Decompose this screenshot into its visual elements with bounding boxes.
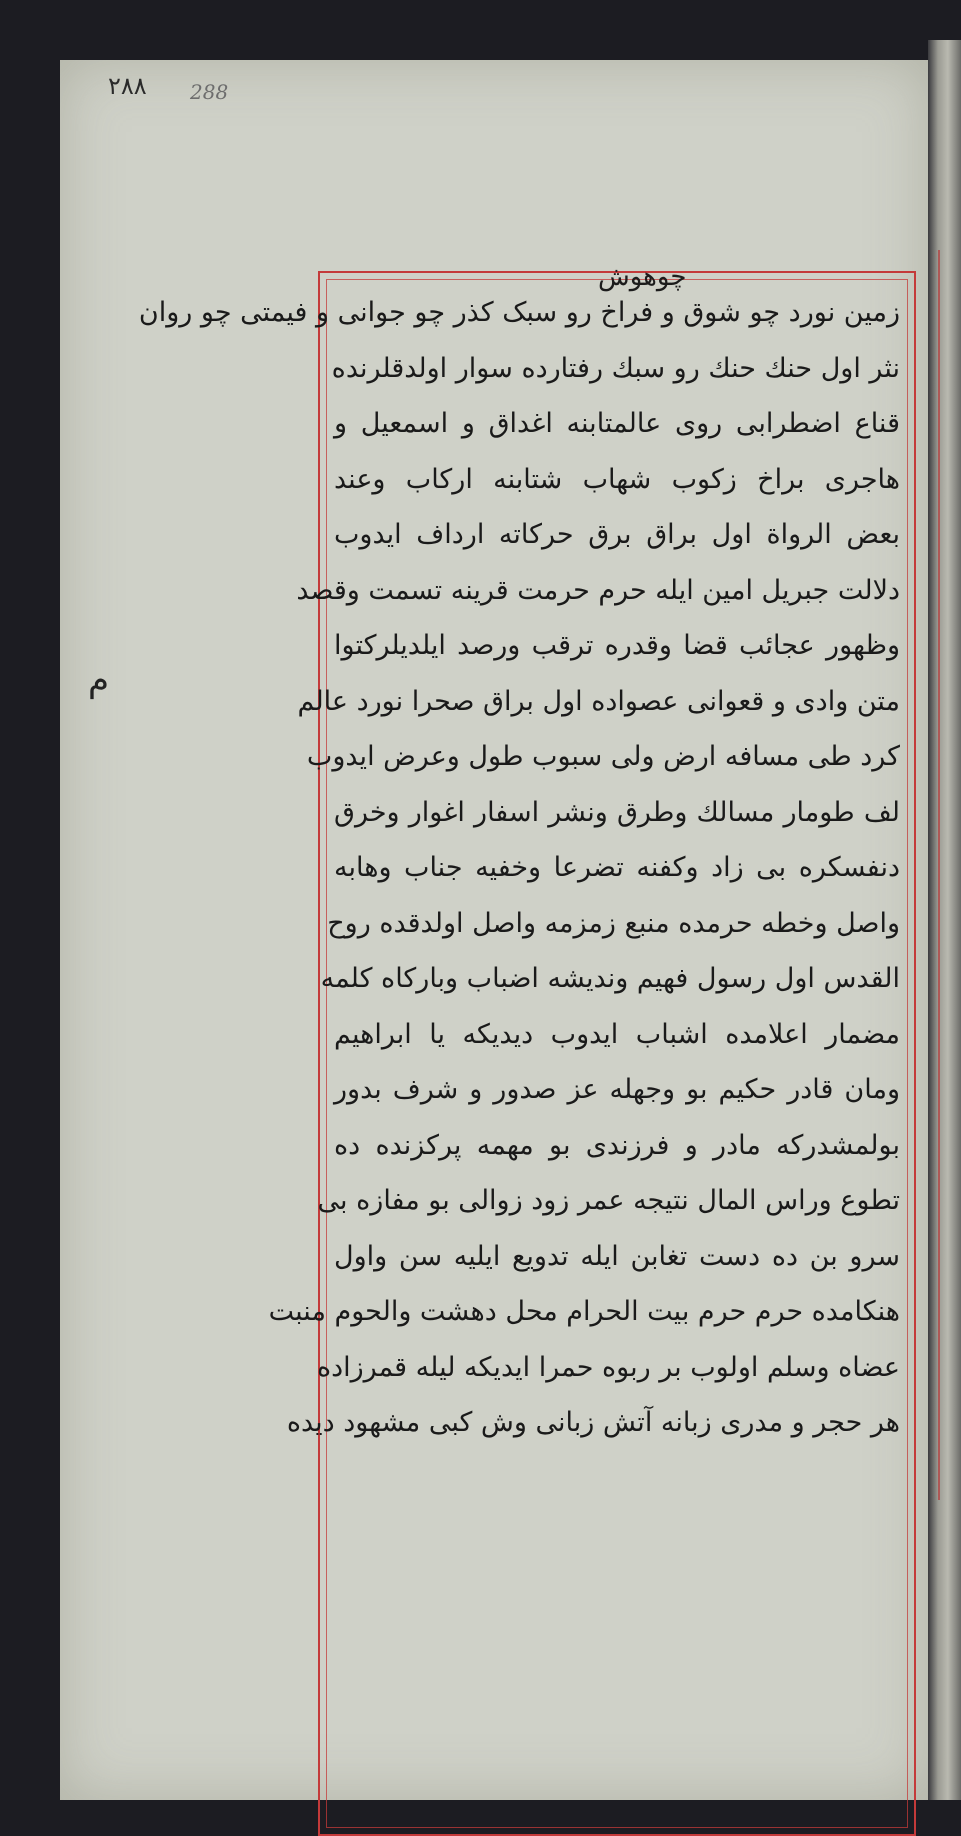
- text-line: مضمار اعلامده اشباب ایدوب دیدیکه یا ابراهیم: [334, 1018, 900, 1050]
- text-line: قناع اضطرابی روی عالمتابنه اغداق و اسمعیل و: [334, 408, 900, 439]
- text-block: [138, 285, 900, 1451]
- text-line: هاجری براخ زکوب شهاب شتابنه ارکاب وعند: [334, 463, 900, 495]
- facing-page-frame-line: [938, 250, 940, 1500]
- text-line: متن وادی و قعوانی عصواده اول براق صحرا نورد عالم: [297, 685, 900, 717]
- margin-mark: م: [88, 660, 110, 700]
- text-line: نثر اول حنك حنك رو سبك رفتارده سوار اولدقلرنده: [331, 352, 900, 384]
- text-line: وظهور عجائب قضا وقدره ترقب ورصد ایلدیلرکتوا: [334, 630, 900, 661]
- text-line: تطوع وراس المال نتیجه عمر زود زوالی بو مفازه بی: [317, 1185, 900, 1216]
- text-line: ومان قادر حکیم بو وجهله عز صدور و شرف بدور: [334, 1074, 900, 1105]
- folio-pencil-number: 288: [190, 80, 229, 104]
- text-line: زمین نورد چو شوق و فراخ رو سبک کذر چو جوانی و فیمتی چو روان: [138, 297, 900, 328]
- text-line: سرو بن ده دست تغابن ایله تدویع ایلیه سن واول: [334, 1240, 900, 1272]
- facing-page-edge: [928, 40, 961, 1800]
- text-line: لف طومار مسالك وطرق ونشر اسفار اغوار وخرق: [334, 796, 900, 828]
- text-line: دلالت جبریل امین ایله حرم حرمت قرینه تسمت وقصد: [296, 574, 900, 606]
- text-line: القدس اول رسول فهیم ونديشه اضباب وبارکاه کلمه: [320, 963, 900, 994]
- text-line: عضاه وسلم اولوب بر ربوه حمرا ایدیکه لیله قمرزاده: [316, 1351, 900, 1383]
- folio-number: ٢٨٨: [108, 72, 147, 100]
- text-line: بعض الرواة اول براق برق حرکاته ارداف ایدوب: [334, 519, 900, 550]
- text-line: هنکامده حرم حرم بیت الحرام محل دهشت والحوم منبت: [268, 1296, 900, 1327]
- text-line: واصل وخطه حرمده منبع زمزمه واصل اولدقده روح: [327, 907, 900, 939]
- text-line: کرد طی مسافه ارض ولی سبوب طول وعرض ایدوب: [306, 741, 900, 772]
- text-line: دنفسکره بی زاد وکفنه تضرعا وخفیه جناب وهابه: [334, 852, 900, 883]
- text-line: هر حجر و مدری زبانه آتش زبانی وش کبی مشهود دیده: [286, 1407, 900, 1438]
- text-line: بولمشدرکه مادر و فرزندی بو مهمه پرکزنده ده: [334, 1129, 900, 1161]
- interlinear-note: چوهوش: [598, 262, 687, 292]
